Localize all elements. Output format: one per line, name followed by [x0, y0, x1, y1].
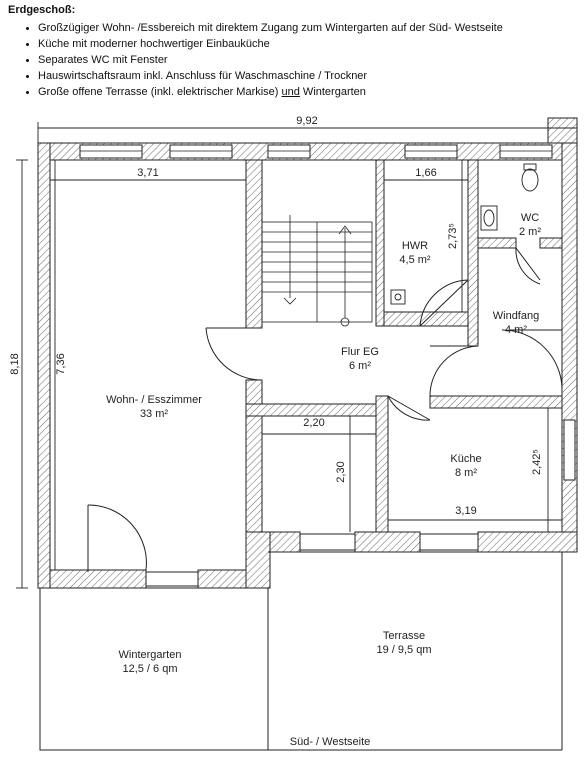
feature-text: Separates WC mit Fenster [38, 54, 168, 66]
dim-hwr-height: 2,73⁵ [447, 223, 459, 249]
feature-text: Große offene Terrasse (inkl. elektrischer Markise) [38, 86, 282, 98]
room-wohn-name: Wohn- / Esszimmer [106, 394, 202, 406]
feature-text: Küche mit moderner hochwertiger Einbauküche [38, 38, 270, 50]
dim-living-width: 3,71 [137, 167, 159, 179]
dim-kitchen-width: 3,19 [455, 505, 477, 517]
room-winter-area: 12,5 / 6 qm [122, 663, 178, 675]
feature-text: Großzügiger Wohn- /Essbereich mit direktem Zugang zum Wintergarten auf der Süd- Westseite [38, 22, 503, 34]
room-flur-name: Flur EG [341, 346, 379, 358]
room-wc-name: WC [520, 212, 540, 224]
room-terrasse-name: Terrasse [382, 630, 426, 642]
dim-hwr-width: 1,66 [415, 167, 437, 179]
room-wc-area: 2 m² [519, 226, 541, 238]
bottom-windows [146, 534, 478, 586]
room-wohn-area: 33 m² [139, 408, 169, 420]
room-winter-name: Wintergarten [118, 649, 182, 661]
room-flur-area: 6 m² [349, 360, 371, 372]
orientation-label: Süd- / Westseite [289, 736, 371, 748]
feature-text-end: Wintergarten [299, 86, 366, 98]
dim-kitchen-height: 2,42⁵ [531, 449, 543, 475]
kitchen-window [564, 420, 575, 480]
staircase [262, 215, 372, 326]
room-hwr-name: HWR [401, 240, 429, 252]
dimension-lines [16, 122, 577, 588]
room-terrasse-area: 19 / 9,5 qm [376, 644, 432, 656]
room-kueche-name: Küche [450, 453, 482, 465]
room-windfang-area: 4 m² [505, 324, 527, 336]
feature-text: Hauswirtschaftsraum inkl. Anschluss für Waschmaschine / Trockner [38, 70, 368, 82]
interior-walls [246, 160, 562, 532]
dim-total-width: 9,92 [296, 115, 318, 127]
dim-total-height: 8,18 [9, 353, 21, 375]
feature-text-underlined: und [281, 86, 300, 98]
dim-flur-width: 2,20 [303, 417, 325, 429]
floor-heading: Erdgeschoß: [8, 4, 76, 16]
room-kueche-area: 8 m² [455, 467, 477, 479]
exterior-walls [38, 118, 577, 588]
dim-flur-height: 2,30 [335, 461, 347, 483]
room-hwr-area: 4,5 m² [399, 254, 431, 266]
dim-living-height: 7,36 [55, 353, 67, 375]
room-windfang-name: Windfang [492, 310, 540, 322]
